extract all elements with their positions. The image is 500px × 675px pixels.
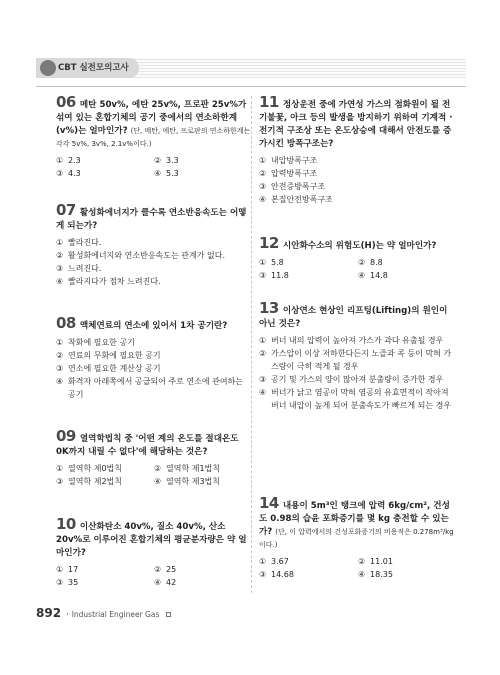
answer-option — [56, 475, 154, 488]
answer-option — [259, 154, 457, 167]
answer-option — [56, 362, 252, 375]
answer-options — [259, 334, 457, 412]
answer-option — [56, 167, 154, 180]
option-marker: ④ — [56, 277, 64, 286]
answer-options — [56, 563, 252, 589]
option-marker: ① — [259, 557, 267, 566]
question-11 — [259, 93, 457, 206]
question-number: 09 — [56, 427, 76, 445]
option-text: 내압방폭구조 — [271, 156, 318, 165]
question-07 — [56, 201, 252, 288]
answer-option — [154, 154, 252, 167]
answer-option — [259, 167, 457, 180]
option-text: 연소에 필요한 계산상 공기 — [68, 364, 161, 373]
option-marker: ② — [259, 349, 267, 358]
option-text: 4.3 — [68, 169, 81, 178]
option-marker: ④ — [154, 477, 162, 486]
question-stem — [259, 93, 457, 151]
answer-options — [259, 154, 457, 206]
answer-option — [259, 347, 457, 373]
question-stem — [259, 234, 457, 253]
question-stem — [56, 314, 252, 333]
header-circle-icon — [40, 60, 56, 76]
answer-option — [154, 462, 252, 475]
option-text: 안전증방폭구조 — [271, 182, 326, 191]
answer-option — [56, 462, 154, 475]
option-marker: ② — [56, 251, 64, 260]
answer-option — [56, 349, 252, 362]
answer-option — [358, 256, 457, 269]
option-marker: ④ — [358, 570, 366, 579]
option-text: 3.3 — [166, 156, 179, 165]
header-title: CBT 실전모의고사 — [58, 63, 129, 73]
answer-option — [358, 269, 457, 282]
answer-option — [56, 576, 154, 589]
option-text: 3.67 — [271, 557, 289, 566]
answer-options — [56, 462, 252, 488]
page-header — [0, 0, 500, 88]
square-icon — [166, 612, 171, 617]
option-text: 8.8 — [370, 258, 383, 267]
option-text: 2.3 — [68, 156, 81, 165]
option-text: 35 — [68, 578, 79, 587]
question-text: 시안화수소의 위험도(H)는 약 얼마인가? — [282, 241, 437, 251]
option-text: 열역학 제2법칙 — [68, 477, 123, 486]
option-marker: ③ — [259, 182, 267, 191]
option-marker: ③ — [259, 271, 267, 280]
answer-option — [56, 563, 154, 576]
option-text: 활성화에너지와 연소반응속도는 관계가 없다. — [68, 251, 226, 260]
question-text: 활성화에너지가 클수록 연소반응속도는 어떻게 되는가? — [56, 208, 247, 231]
question-stem — [259, 299, 457, 331]
option-marker: ② — [358, 258, 366, 267]
answer-option — [259, 269, 358, 282]
answer-option — [154, 167, 252, 180]
answer-option — [259, 334, 457, 347]
question-text: 이산화탄소 40v%, 질소 40v%, 산소 20v%로 이루어진 혼합기체의 평균분자량은 약 얼마인가? — [56, 522, 247, 558]
option-text: 열역학 제3법칙 — [166, 477, 221, 486]
option-marker: ① — [56, 156, 64, 165]
question-stem — [56, 201, 252, 233]
question-number: 13 — [259, 299, 279, 317]
answer-options — [56, 154, 252, 180]
answer-options — [56, 336, 252, 401]
answer-option — [358, 555, 457, 568]
answer-option — [259, 373, 457, 386]
header-rule — [36, 86, 466, 87]
option-text: 가스압이 이상 저하한다든지 노즐과 콕 등이 막혀 가스량이 극히 적게 될 경우 — [271, 349, 452, 371]
option-text: 빨라진다. — [68, 238, 102, 247]
option-marker: ③ — [56, 169, 64, 178]
option-text: 빨라지다가 점차 느려진다. — [68, 277, 161, 286]
answer-option — [56, 262, 252, 275]
answer-option — [259, 386, 457, 412]
question-stem — [56, 93, 252, 151]
option-text: 느려진다. — [68, 264, 102, 273]
question-09 — [56, 427, 252, 488]
option-marker: ② — [154, 464, 162, 473]
option-text: 5.8 — [271, 258, 284, 267]
answer-option — [56, 375, 252, 401]
question-number: 08 — [56, 314, 76, 332]
answer-option — [56, 275, 252, 288]
answer-option — [259, 180, 457, 193]
question-number: 14 — [259, 494, 279, 512]
option-marker: ② — [358, 557, 366, 566]
option-text: 11.8 — [271, 271, 289, 280]
option-text: 버너 내의 압력이 높아져 가스가 과다 유출될 경우 — [271, 336, 444, 345]
question-text: 액체연료의 연소에 있어서 1차 공기란? — [79, 321, 228, 331]
question-text: 정상운전 중에 가연성 가스의 점화원이 될 전기불꽃, 아크 등의 발생을 방지하기 위하여 기계적 · 전기적 구조상 또는 온도상승에 대해서 안전도를 증가시킨 방폭구조는? — [259, 100, 453, 149]
question-number: 07 — [56, 201, 76, 219]
answer-option — [259, 193, 457, 206]
option-text: 5.3 — [166, 169, 179, 178]
page-footer — [36, 606, 171, 620]
option-text: 열역학 제0법칙 — [68, 464, 123, 473]
book-title: Industrial Engineer Gas — [71, 610, 160, 619]
question-text: 열역학법칙 중 '어떤 계의 온도를 절대온도 0K까지 내릴 수 없다'에 해당하는 것은? — [56, 434, 239, 457]
answer-option — [154, 475, 252, 488]
answer-option — [154, 576, 252, 589]
option-marker: ③ — [56, 364, 64, 373]
question-number: 12 — [259, 234, 279, 252]
question-06 — [56, 93, 252, 180]
option-text: 화격자 아래쪽에서 공급되어 주로 연소에 관여하는 공기 — [68, 377, 244, 399]
option-marker: ① — [56, 464, 64, 473]
option-text: 14.68 — [271, 570, 294, 579]
option-marker: ③ — [56, 264, 64, 273]
option-marker: ① — [56, 238, 64, 247]
option-text: 연료의 무화에 필요한 공기 — [68, 351, 161, 360]
option-text: 25 — [166, 565, 177, 574]
question-number: 11 — [259, 93, 279, 111]
option-text: 42 — [166, 578, 177, 587]
option-text: 본질안전방폭구조 — [271, 195, 333, 204]
option-text: 착화에 필요한 공기 — [68, 338, 135, 347]
answer-option — [259, 555, 358, 568]
option-marker: ④ — [56, 377, 64, 386]
answer-options — [56, 236, 252, 288]
option-marker: ④ — [259, 388, 267, 397]
option-text: 공기 및 가스의 양이 많아져 분출량이 증가한 경우 — [271, 375, 444, 384]
question-stem — [56, 515, 252, 560]
question-note: (단, 메탄, 에탄, 프로판의 연소하한계는 각각 5v%, 3v%, 2.1v%이다.) — [56, 127, 251, 148]
option-marker: ③ — [259, 570, 267, 579]
question-13 — [259, 299, 457, 412]
option-marker: ④ — [358, 271, 366, 280]
question-number: 06 — [56, 93, 76, 111]
answer-options — [259, 555, 457, 581]
answer-option — [358, 568, 457, 581]
option-marker: ④ — [154, 578, 162, 587]
answer-option — [56, 154, 154, 167]
option-marker: ① — [56, 565, 64, 574]
answer-option — [56, 336, 252, 349]
option-marker: ① — [259, 156, 267, 165]
answer-option — [56, 236, 252, 249]
question-14 — [259, 494, 457, 581]
question-text: 메탄 50v%, 에탄 25v%, 프로판 25v%가 섞여 있는 혼합기체의 공기 중에서의 연소하한계(v%)는 얼마인가? — [56, 100, 247, 136]
option-text: 18.35 — [370, 570, 393, 579]
question-12 — [259, 234, 457, 282]
question-10 — [56, 515, 252, 589]
answer-option — [259, 568, 358, 581]
question-text: 내용이 5m³인 탱크에 압력 6kg/cm², 건성도 0.98의 습윤 포화증기를 몇 kg 충전할 수 있는가? — [259, 501, 450, 537]
question-text: 이상연소 현상인 리프팅(Lifting)의 원인이 아닌 것은? — [259, 306, 448, 329]
answer-option — [154, 563, 252, 576]
question-note: (단, 이 압력에서의 건성포화증기의 비용적은 0.278m³/kg이다.) — [259, 528, 454, 549]
option-marker: ② — [56, 351, 64, 360]
option-marker: ① — [259, 258, 267, 267]
option-text: 14.8 — [370, 271, 388, 280]
option-marker: ③ — [56, 578, 64, 587]
option-text: 17 — [68, 565, 79, 574]
footer-separator: · — [65, 610, 69, 620]
option-marker: ② — [154, 156, 162, 165]
option-marker: ③ — [259, 375, 267, 384]
option-marker: ① — [259, 336, 267, 345]
page-number: 892 — [36, 606, 62, 620]
option-text: 열역학 제1법칙 — [166, 464, 221, 473]
option-text: 압력방폭구조 — [271, 169, 318, 178]
option-marker: ② — [154, 565, 162, 574]
option-text: 버너가 낡고 염공이 막혀 염공의 유효면적이 작아져 버너 내압이 높게 되어 분출속도가 빠르게 되는 경우 — [271, 388, 452, 410]
option-marker: ② — [259, 169, 267, 178]
question-stem — [56, 427, 252, 459]
question-stem — [259, 494, 457, 552]
question-number: 10 — [56, 515, 76, 533]
option-text: 11.01 — [370, 557, 393, 566]
answer-option — [259, 256, 358, 269]
option-marker: ④ — [259, 195, 267, 204]
option-marker: ④ — [154, 169, 162, 178]
question-08 — [56, 314, 252, 401]
answer-option — [56, 249, 252, 262]
option-marker: ③ — [56, 477, 64, 486]
answer-options — [259, 256, 457, 282]
option-marker: ① — [56, 338, 64, 347]
